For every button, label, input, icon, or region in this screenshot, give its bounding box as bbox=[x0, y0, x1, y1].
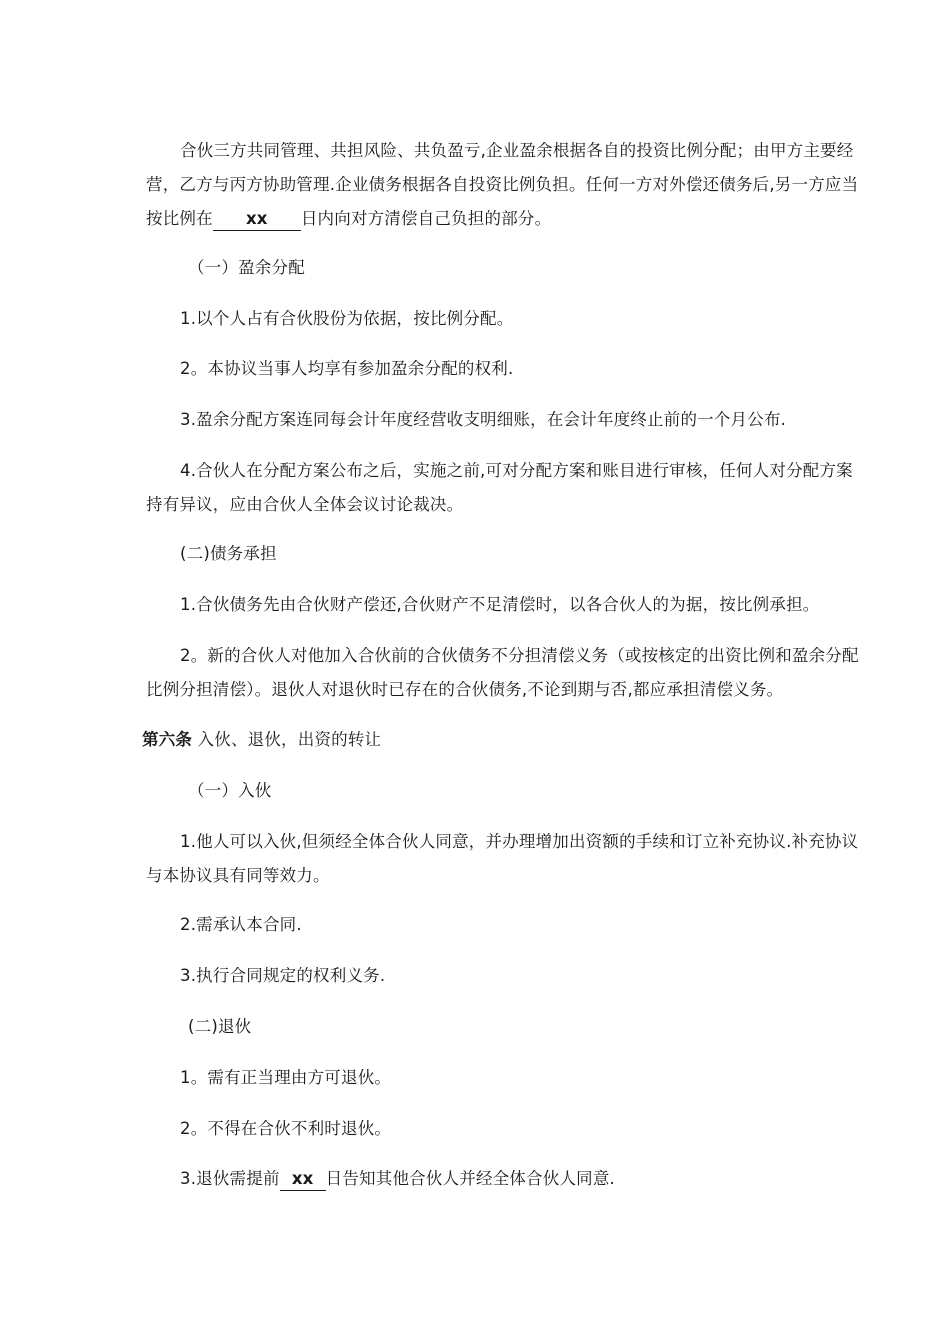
surplus-item-3: 3.盈余分配方案连同每会计年度经营收支明细账，在会计年度终止前的一个月公布. bbox=[180, 410, 787, 429]
debt-item-1: 1.合伙债务先由合伙财产偿还,合伙财产不足清偿时，以各合伙人的为据，按比例承担。 bbox=[180, 595, 820, 614]
intro-text-after: 日内向对方清偿自己负担的部分。 bbox=[300, 209, 552, 228]
quit-item-3 bbox=[146, 1162, 862, 1196]
section-title-surplus: （一）盈余分配 bbox=[188, 258, 305, 277]
notice-days-blank: xx bbox=[280, 1168, 326, 1191]
join-item-2: 2.需承认本合同. bbox=[180, 915, 302, 934]
surplus-item-4: 4.合伙人在分配方案公布之后，实施之前,可对分配方案和账目进行审核，任何人对分配方案持有异议，应由合伙人全体会议讨论裁决。 bbox=[146, 461, 853, 514]
quit-item-1: 1。需有正当理由方可退伙。 bbox=[180, 1068, 392, 1087]
intro-paragraph bbox=[146, 134, 862, 236]
section-title-join: （一）入伙 bbox=[188, 781, 272, 800]
debt-item-2: 2。新的合伙人对他加入合伙前的合伙债务不分担清偿义务（或按核定的出资比例和盈余分配比例分担清偿）。退伙人对退伙时已存在的合伙债务,不论到期与否,都应承担清偿义务。 bbox=[146, 646, 859, 699]
surplus-item-2: 2。本协议当事人均享有参加盈余分配的权利. bbox=[180, 359, 514, 378]
intro-text-before: 合伙三方共同管理、共担风险、共负盈亏,企业盈余根据各自的投资比例分配；由甲方主要经营，乙方与丙方协助管理.企业债务根据各自投资比例负担。任何一方对外偿还债务后,另一方应当按比例在 bbox=[146, 141, 859, 228]
quit-item-3-before: 3.退伙需提前 bbox=[180, 1169, 280, 1188]
section-title-quit: (二)退伙 bbox=[188, 1017, 252, 1036]
section-title-debt: (二)债务承担 bbox=[180, 544, 277, 563]
article-6-label: 第六条 bbox=[142, 730, 193, 749]
quit-item-3-after: 日告知其他合伙人并经全体合伙人同意. bbox=[325, 1169, 616, 1188]
join-item-1: 1.他人可以入伙,但须经全体合伙人同意，并办理增加出资额的手续和订立补充协议.补充协议与本协议具有同等效力。 bbox=[146, 832, 859, 885]
surplus-item-1: 1.以个人占有合伙股份为依据，按比例分配。 bbox=[180, 309, 514, 328]
article-6-title: 入伙、退伙，出资的转让 bbox=[192, 730, 382, 749]
quit-item-2: 2。不得在合伙不利时退伙。 bbox=[180, 1119, 392, 1138]
join-item-3: 3.执行合同规定的权利义务. bbox=[180, 966, 386, 985]
article-6-heading bbox=[142, 723, 858, 757]
days-blank: xx bbox=[213, 208, 301, 231]
